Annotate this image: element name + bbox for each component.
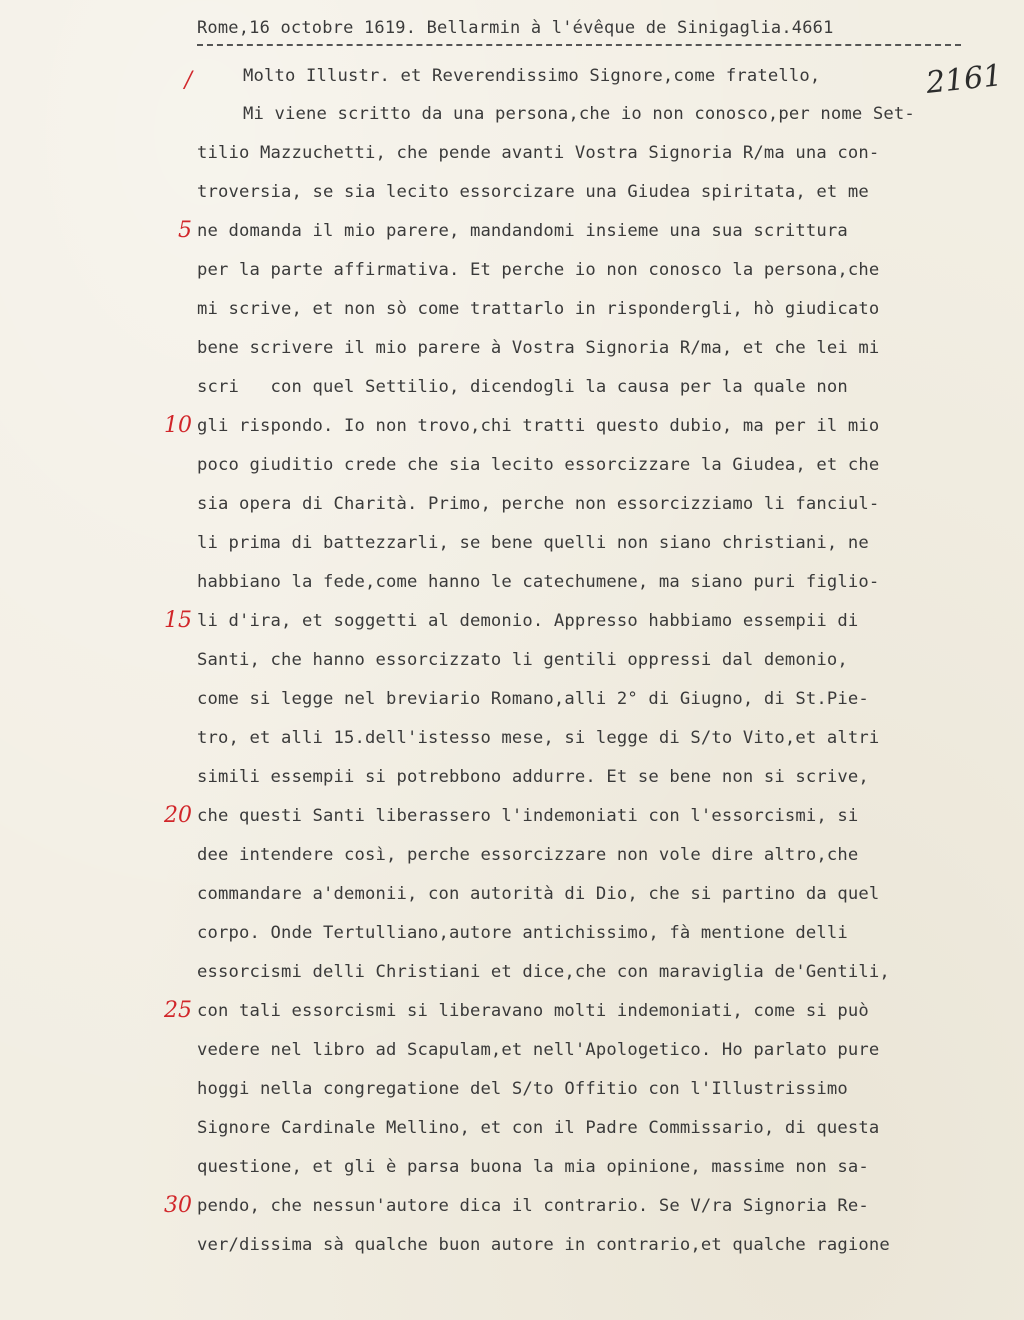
line-marker-10: 10: [164, 413, 192, 438]
line-marker-25: 25: [164, 998, 192, 1023]
text-line: Mi viene scritto da una persona,che io non conosco,per nome Set-: [243, 104, 915, 124]
text-line: sia opera di Charità. Primo, perche non essorcizziamo li fanciul-: [197, 494, 880, 514]
text-line: ver/dissima sà qualche buon autore in contrario,et qualche ragione: [197, 1235, 890, 1255]
line-marker-20: 20: [164, 803, 192, 828]
text-line: tilio Mazzuchetti, che pende avanti Vostra Signoria R/ma una con-: [197, 143, 880, 163]
text-line: gli rispondo. Io non trovo,chi tratti questo dubio, ma per il mio: [197, 416, 880, 436]
text-line: dee intendere così, perche essorcizzare non vole dire altro,che: [197, 845, 859, 865]
text-line: Molto Illustr. et Reverendissimo Signore,come fratello,: [243, 66, 821, 86]
line-marker-15: 15: [164, 608, 192, 633]
text-line: tro, et alli 15.dell'istesso mese, si legge di S/to Vito,et altri: [197, 728, 880, 748]
text-line: bene scrivere il mio parere à Vostra Signoria R/ma, et che lei mi: [197, 338, 880, 358]
handwritten-page-number: 2161: [924, 58, 1004, 101]
text-line: pendo, che nessun'autore dica il contrario. Se V/ra Signoria Re-: [197, 1196, 869, 1216]
text-line: vedere nel libro ad Scapulam,et nell'Apologetico. Ho parlato pure: [197, 1040, 880, 1060]
line-marker-5: 5: [178, 218, 192, 243]
text-line: Signore Cardinale Mellino, et con il Padre Commissario, di questa: [197, 1118, 880, 1138]
line-marker-30: 30: [164, 1193, 192, 1218]
text-line: Santi, che hanno essorcizzato li gentili oppressi dal demonio,: [197, 650, 848, 670]
text-line: corpo. Onde Tertulliano,autore antichissimo, fà mentione delli: [197, 923, 848, 943]
text-line: hoggi nella congregatione del S/to Offitio con l'Illustrissimo: [197, 1079, 848, 1099]
text-line: simili essempii si potrebbono addurre. Et se bene non si scrive,: [197, 767, 869, 787]
text-line: ne domanda il mio parere, mandandomi insieme una sua scrittura: [197, 221, 848, 241]
header-underline: [197, 44, 961, 46]
text-line: scri con quel Settilio, dicendogli la causa per la quale non: [197, 377, 848, 397]
text-line: li prima di battezzarli, se bene quelli non siano christiani, ne: [197, 533, 869, 553]
text-line: poco giuditio crede che sia lecito essorcizzare la Giudea, et che: [197, 455, 880, 475]
text-line: commandare a'demonii, con autorità di Dio, che si partino da quel: [197, 884, 880, 904]
text-line: troversia, se sia lecito essorcizare una Giudea spiritata, et me: [197, 182, 869, 202]
text-line: questione, et gli è parsa buona la mia opinione, massime non sa-: [197, 1157, 869, 1177]
text-line: mi scrive, et non sò come trattarlo in rispondergli, hò giudicato: [197, 299, 880, 319]
text-line: essorcismi delli Christiani et dice,che con maraviglia de'Gentili,: [197, 962, 890, 982]
text-line: con tali essorcismi si liberavano molti indemoniati, come si può: [197, 1001, 869, 1021]
text-line: per la parte affirmativa. Et perche io non conosco la persona,che: [197, 260, 880, 280]
line-marker-1: /: [184, 68, 192, 93]
text-line: li d'ira, et soggetti al demonio. Appresso habbiamo essempii di: [197, 611, 859, 631]
text-line: come si legge nel breviario Romano,alli 2° di Giugno, di St.Pie-: [197, 689, 869, 709]
text-line: che questi Santi liberassero l'indemoniati con l'essorcismi, si: [197, 806, 859, 826]
document-header: Rome,16 octobre 1619. Bellarmin à l'évêque de Sinigaglia.4661: [197, 18, 834, 38]
text-line: habbiano la fede,come hanno le catechumene, ma siano puri figlio-: [197, 572, 880, 592]
